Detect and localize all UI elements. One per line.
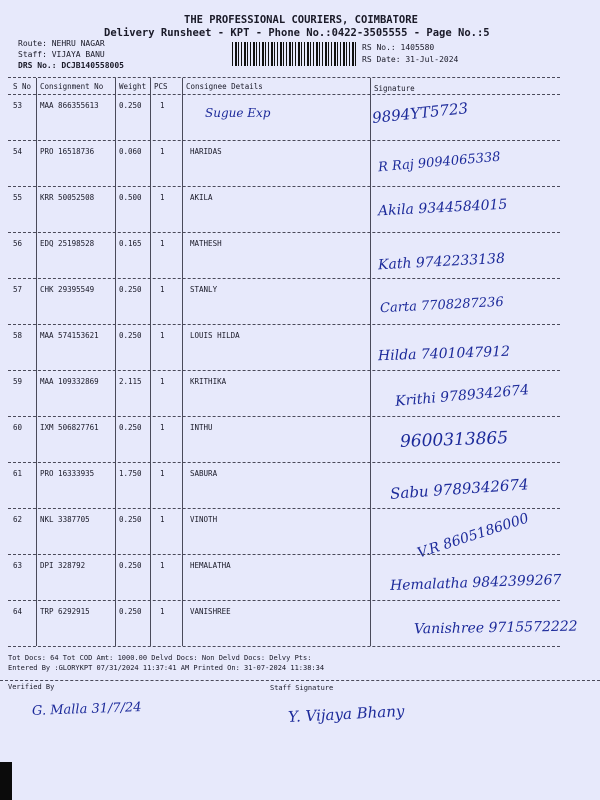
row-consignee: KRITHIKA xyxy=(190,377,227,386)
company-name: THE PROFESSIONAL COURIERS, COIMBATORE xyxy=(184,14,418,26)
row-sno: 59 xyxy=(13,377,23,386)
row-pcs: 1 xyxy=(160,607,165,616)
row-consignment: IXM 506827761 xyxy=(40,423,99,432)
verified-by-label: Verified By xyxy=(8,683,55,691)
row-pcs: 1 xyxy=(160,239,165,248)
row-pcs: 1 xyxy=(160,101,165,110)
handwritten-signature: Akila 9344584015 xyxy=(377,196,508,220)
row-weight: 0.250 xyxy=(119,423,142,432)
row-weight: 0.165 xyxy=(119,239,142,248)
handwritten-signature: V.R 8605186000 xyxy=(415,510,531,562)
row-weight: 0.250 xyxy=(119,607,142,616)
row-consignment: NKL 3387705 xyxy=(40,515,90,524)
route-label: Route: NEHRU NAGAR xyxy=(18,39,105,48)
row-consignment: CHK 29395549 xyxy=(40,285,95,294)
row-consignment: KRR 50052508 xyxy=(40,193,95,202)
row-consignee: MATHESH xyxy=(190,239,222,248)
row-pcs: 1 xyxy=(160,377,165,386)
row-divider xyxy=(8,232,560,233)
row-sno: 58 xyxy=(13,331,23,340)
table-bottom-divider xyxy=(8,646,560,647)
row-sno: 60 xyxy=(13,423,23,432)
row-consignment: PRO 16333935 xyxy=(40,469,95,478)
row-divider xyxy=(8,508,560,509)
row-weight: 0.250 xyxy=(119,331,142,340)
rs-date: RS Date: 31-Jul-2024 xyxy=(362,55,459,64)
handwritten-signature: R Raj 9094065338 xyxy=(377,149,502,176)
row-consignee: LOUIS HILDA xyxy=(190,331,240,340)
column-rule xyxy=(182,78,183,646)
staff-handwritten-signature: Y. Vijaya Bhany xyxy=(287,701,405,727)
row-weight: 0.060 xyxy=(119,147,142,156)
col-sno: S No xyxy=(13,82,32,91)
row-sno: 61 xyxy=(13,469,23,478)
handwritten-signature: Kath 9742233138 xyxy=(377,250,506,274)
row-consignment: MAA 109332869 xyxy=(40,377,99,386)
row-weight: 1.750 xyxy=(119,469,142,478)
row-sno: 64 xyxy=(13,607,23,616)
row-consignee: HEMALATHA xyxy=(190,561,231,570)
column-rule xyxy=(115,78,116,646)
row-pcs: 1 xyxy=(160,561,165,570)
row-sno: 53 xyxy=(13,101,23,110)
col-pcs: PCS xyxy=(154,82,168,91)
row-weight: 0.250 xyxy=(119,561,142,570)
handwritten-signature: Krithi 9789342674 xyxy=(394,382,530,410)
row-divider xyxy=(8,370,560,371)
handwritten-signature: Hemalatha 9842399267 xyxy=(389,572,562,594)
row-sno: 62 xyxy=(13,515,23,524)
row-weight: 0.500 xyxy=(119,193,142,202)
row-divider xyxy=(8,278,560,279)
row-consignment: EDQ 25198528 xyxy=(40,239,95,248)
handwritten-signature: Vanishree 9715572222 xyxy=(413,618,578,638)
row-divider xyxy=(8,416,560,417)
row-pcs: 1 xyxy=(160,193,165,202)
column-rule xyxy=(370,78,371,646)
col-weight: Weight xyxy=(119,82,147,91)
row-pcs: 1 xyxy=(160,331,165,340)
row-consignment: DPI 328792 xyxy=(40,561,86,570)
row-consignee: VINOTH xyxy=(190,515,218,524)
header-divider-bottom xyxy=(8,94,560,95)
staff-label: Staff: VIJAYA BANU xyxy=(18,50,105,59)
row-sno: 55 xyxy=(13,193,23,202)
footer-divider xyxy=(0,680,600,681)
row-consignee: AKILA xyxy=(190,193,213,202)
handwritten-consignee: Sugue Exp xyxy=(205,106,271,120)
col-signature: Signature xyxy=(374,84,415,93)
scan-edge-mark xyxy=(0,762,12,800)
row-consignee: INTHU xyxy=(190,423,213,432)
row-consignee: VANISHREE xyxy=(190,607,231,616)
totals-line: Tot Docs: 64 Tot COD Amt: 1000.00 Delvd Docs: Non Delvd Docs: Delvy Pts: xyxy=(8,654,312,662)
row-sno: 56 xyxy=(13,239,23,248)
row-weight: 2.115 xyxy=(119,377,142,386)
row-pcs: 1 xyxy=(160,285,165,294)
runsheet-title: Delivery Runsheet - KPT - Phone No.:0422-3505555 - Page No.:5 xyxy=(104,27,490,39)
row-divider xyxy=(8,324,560,325)
row-weight: 0.250 xyxy=(119,101,142,110)
row-consignment: TRP 6292915 xyxy=(40,607,90,616)
col-consignment: Consignment No xyxy=(40,82,104,91)
barcode xyxy=(232,42,358,66)
row-divider xyxy=(8,462,560,463)
row-consignment: MAA 574153621 xyxy=(40,331,99,340)
row-divider xyxy=(8,600,560,601)
drs-number: DRS No.: DCJB140558005 xyxy=(18,61,124,70)
row-weight: 0.250 xyxy=(119,515,142,524)
handwritten-signature: Sabu 9789342674 xyxy=(389,475,530,503)
row-consignment: PRO 16518736 xyxy=(40,147,95,156)
row-divider xyxy=(8,140,560,141)
staff-signature-label: Staff Signature xyxy=(270,684,334,692)
handwritten-signature: Carta 7708287236 xyxy=(379,294,505,317)
row-weight: 0.250 xyxy=(119,285,142,294)
row-consignee: HARIDAS xyxy=(190,147,222,156)
handwritten-signature: 9894YT5723 xyxy=(371,99,469,127)
row-consignment: MAA 866355613 xyxy=(40,101,99,110)
verified-handwritten-signature: G. Malla 31/7/24 xyxy=(31,700,142,719)
column-rule xyxy=(36,78,37,646)
row-pcs: 1 xyxy=(160,147,165,156)
row-divider xyxy=(8,554,560,555)
handwritten-signature: Hilda 7401047912 xyxy=(377,343,511,365)
row-sno: 63 xyxy=(13,561,23,570)
row-pcs: 1 xyxy=(160,423,165,432)
row-consignee: STANLY xyxy=(190,285,218,294)
row-sno: 57 xyxy=(13,285,23,294)
rs-number: RS No.: 1405580 xyxy=(362,43,435,52)
col-consignee: Consignee Details xyxy=(186,82,263,91)
row-sno: 54 xyxy=(13,147,23,156)
column-rule xyxy=(150,78,151,646)
row-pcs: 1 xyxy=(160,515,165,524)
row-pcs: 1 xyxy=(160,469,165,478)
entered-by-line: Entered By :GLORYKPT 07/31/2024 11:37:41 AM Printed On: 31-07-2024 11:38:34 xyxy=(8,664,325,672)
row-consignee: SABURA xyxy=(190,469,218,478)
handwritten-signature: 9600313865 xyxy=(399,428,509,452)
row-divider xyxy=(8,186,560,187)
header-divider-top xyxy=(8,77,560,78)
